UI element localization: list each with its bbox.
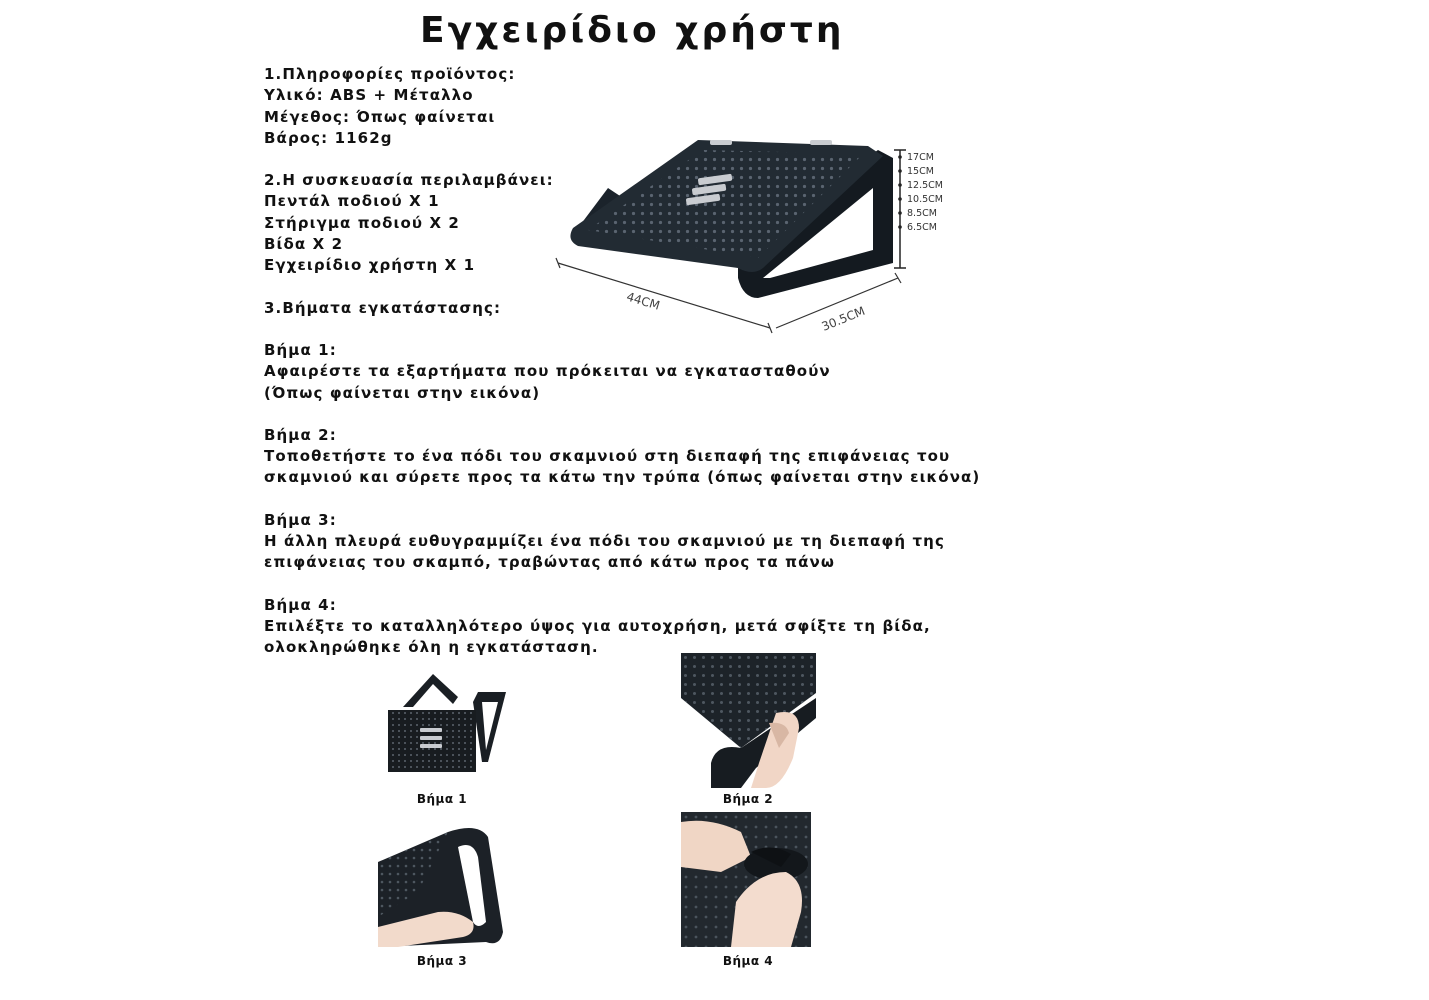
package-item: Εγχειρίδιο χρήστη X 1 xyxy=(264,256,476,275)
footrest-diagram xyxy=(548,128,968,338)
page-title: Εγχειρίδιο χρήστη xyxy=(420,10,845,51)
photo-caption-2: Βήμα 2 xyxy=(722,792,774,806)
package-heading: 2.Η συσκευασία περιλαμβάνει: xyxy=(264,171,554,190)
roller xyxy=(810,140,832,145)
height-label: 12.5CM xyxy=(907,180,943,191)
step-photo-1 xyxy=(378,662,518,782)
step-text: Επιλέξτε το καταλληλότερο ύψος για αυτοχρήση, μετά σφίξτε τη βίδα, xyxy=(264,616,931,635)
info-heading: 1.Πληροφορίες προϊόντος: xyxy=(264,65,516,83)
step-photo-2 xyxy=(681,653,816,788)
height-label: 17CM xyxy=(907,152,934,163)
step-text: Τοποθετήστε το ένα πόδι του σκαμνιού στη διεπαφή της επιφάνειας του xyxy=(264,447,951,466)
step-text: ολοκληρώθηκε όλη η εγκατάσταση. xyxy=(264,638,599,657)
step-text: σκαμνιού και σύρετε προς τα κάτω την τρύπα (όπως φαίνεται στην εικόνα) xyxy=(264,468,981,487)
step-text: επιφάνειας του σκαμπό, τραβώντας από κάτω προς τα πάνω xyxy=(264,553,835,572)
step-text: Η άλλη πλευρά ευθυγραμμίζει ένα πόδι του σκαμνιού με τη διεπαφή της xyxy=(264,532,945,551)
install-heading: 3.Βήματα εγκατάστασης: xyxy=(264,298,502,317)
roller xyxy=(710,140,732,145)
width-label: 30.5CM xyxy=(819,303,867,334)
height-label: 15CM xyxy=(907,166,934,177)
step-photo-3 xyxy=(378,822,513,947)
height-label: 6.5CM xyxy=(907,222,937,233)
length-label: 44CM xyxy=(624,289,662,313)
step-text: Αφαιρέστε τα εξαρτήματα που πρόκειται να εγκατασταθούν xyxy=(264,362,831,381)
info-size: Μέγεθος: Όπως φαίνεται xyxy=(264,107,496,126)
info-weight: Βάρος: 1162g xyxy=(264,128,393,147)
package-item: Βίδα X 2 xyxy=(264,235,344,254)
step-label: Βήμα 1: xyxy=(264,340,337,359)
photo-caption-1: Βήμα 1 xyxy=(416,792,468,806)
step-label: Βήμα 3: xyxy=(264,510,337,529)
photo-caption-4: Βήμα 4 xyxy=(722,954,774,968)
step-label: Βήμα 4: xyxy=(264,595,337,614)
step-label: Βήμα 2: xyxy=(264,425,337,444)
package-item: Πεντάλ ποδιού X 1 xyxy=(264,192,440,211)
height-label: 10.5CM xyxy=(907,194,943,205)
step-text: (Όπως φαίνεται στην εικόνα) xyxy=(264,383,541,402)
photo-caption-3: Βήμα 3 xyxy=(416,954,468,968)
step-photo-4 xyxy=(681,812,811,947)
info-material: Υλικό: ABS + Μέταλλο xyxy=(264,86,474,105)
height-label: 8.5CM xyxy=(907,208,937,219)
package-item: Στήριγμα ποδιού X 2 xyxy=(264,213,460,232)
